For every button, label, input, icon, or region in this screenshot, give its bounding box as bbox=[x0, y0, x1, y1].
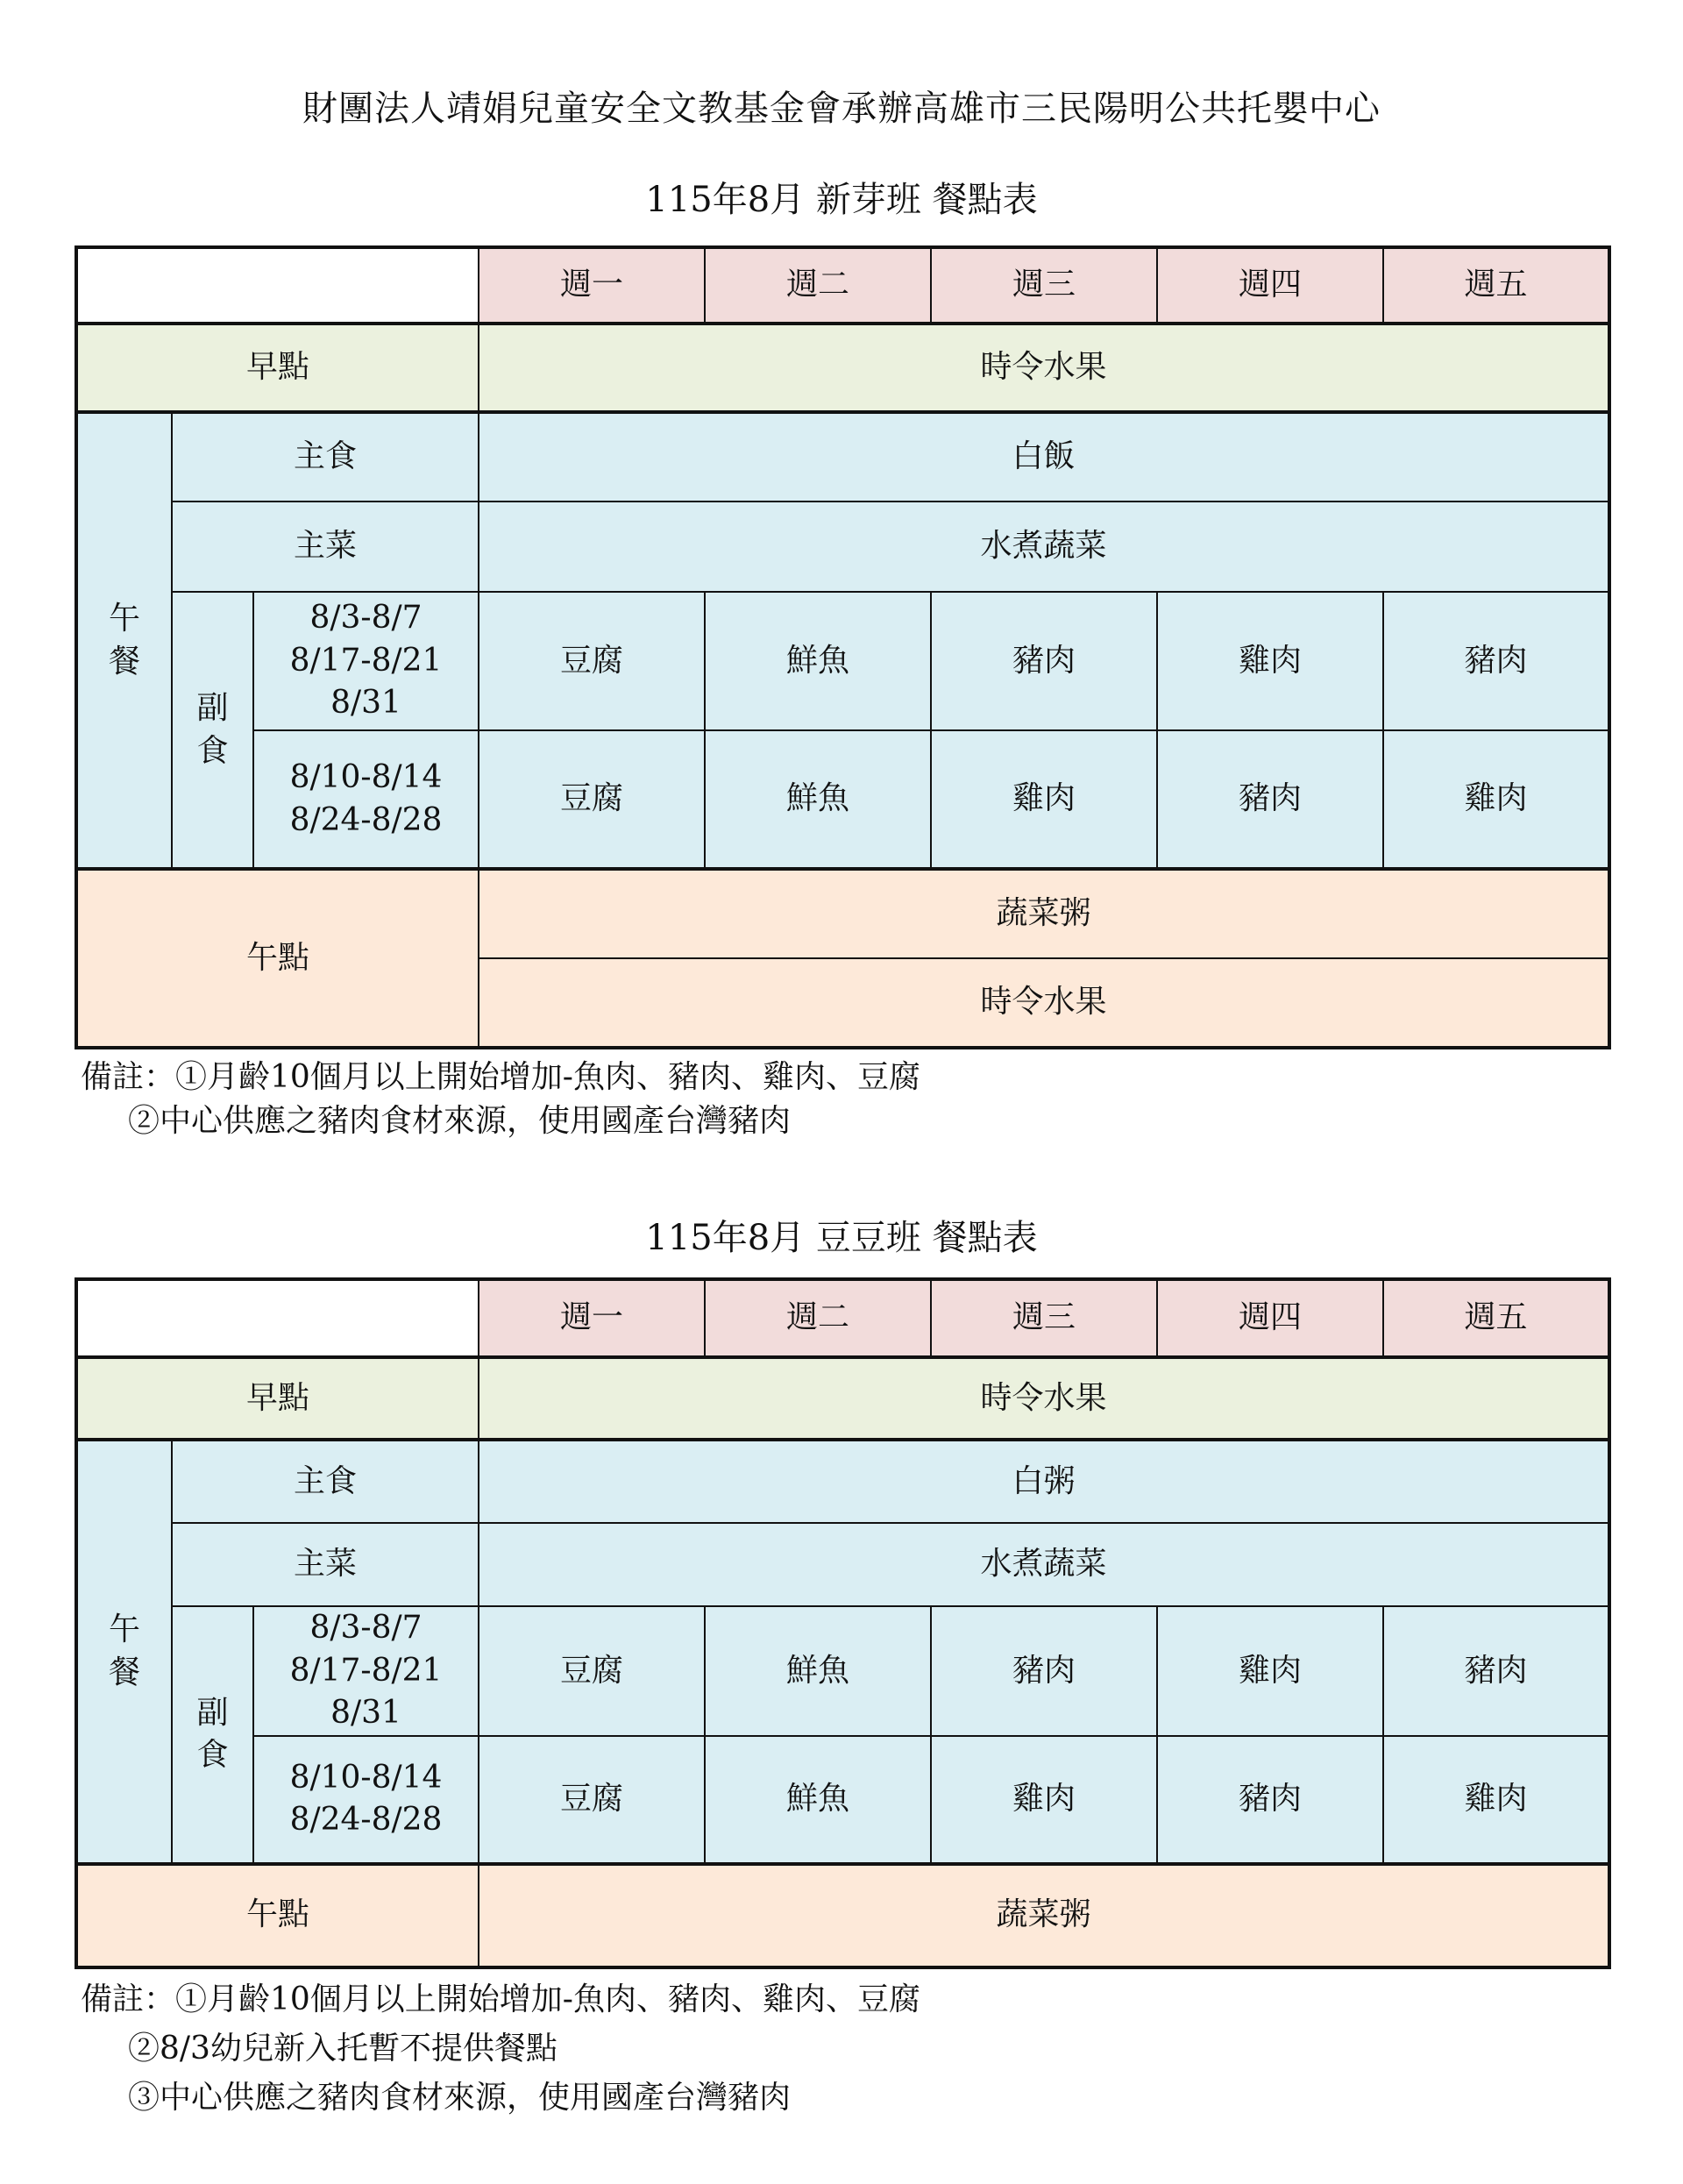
lunch-label bbox=[76, 1440, 172, 1864]
afternoon-snack-label: 午點 bbox=[76, 869, 479, 1048]
side-dates-a bbox=[253, 1606, 479, 1736]
day-header-mon: 週一 bbox=[479, 247, 705, 324]
organization-title: 財團法人靖娟兒童安全文教基金會承辦高雄市三民陽明公共托嬰中心 bbox=[302, 89, 1381, 129]
staple-label: 主食 bbox=[172, 1440, 479, 1523]
notes-1 bbox=[81, 1056, 920, 1143]
table-title-1: 115年8月 新芽班 餐點表 bbox=[645, 180, 1038, 220]
day-header-fri: 週五 bbox=[1383, 247, 1609, 324]
side-item: 豬肉 bbox=[1383, 1606, 1609, 1736]
date-range: 8/24-8/28 bbox=[289, 1802, 443, 1839]
side-item: 雞肉 bbox=[1383, 730, 1609, 869]
date-range: 8/3-8/7 bbox=[309, 1610, 423, 1646]
morning-snack-value: 時令水果 bbox=[479, 324, 1609, 412]
staple-label: 主食 bbox=[172, 412, 479, 502]
side-item: 豬肉 bbox=[1383, 592, 1609, 730]
side-item: 豆腐 bbox=[479, 730, 705, 869]
day-header-mon: 週一 bbox=[479, 1279, 705, 1357]
main-dish-label: 主菜 bbox=[172, 502, 479, 592]
morning-snack-label: 早點 bbox=[76, 1357, 479, 1440]
day-header-tue: 週二 bbox=[705, 1279, 931, 1357]
lunch-label-text: 午餐 bbox=[109, 600, 141, 679]
note-line: ②8/3幼兒新入托暫不提供餐點 bbox=[128, 2031, 557, 2067]
side-item: 豬肉 bbox=[931, 592, 1157, 730]
main-dish-value: 水煮蔬菜 bbox=[479, 502, 1609, 592]
day-header-thu: 週四 bbox=[1157, 1279, 1383, 1357]
main-dish-label: 主菜 bbox=[172, 1523, 479, 1606]
side-item: 雞肉 bbox=[931, 1736, 1157, 1864]
side-dish-label-text: 副食 bbox=[196, 689, 229, 769]
afternoon-snack-value: 蔬菜粥 bbox=[479, 869, 1609, 958]
staple-value: 白粥 bbox=[479, 1440, 1609, 1523]
side-item: 豬肉 bbox=[1157, 1736, 1383, 1864]
side-item: 鮮魚 bbox=[705, 1736, 931, 1864]
date-range: 8/31 bbox=[330, 1695, 401, 1732]
side-item: 雞肉 bbox=[1383, 1736, 1609, 1864]
staple-value: 白飯 bbox=[479, 412, 1609, 502]
side-item: 豬肉 bbox=[1157, 730, 1383, 869]
side-dates-b bbox=[253, 1736, 479, 1864]
note-line: ③中心供應之豬肉食材來源，使用國產台灣豬肉 bbox=[128, 2080, 792, 2116]
side-dish-label-text: 副食 bbox=[196, 1694, 229, 1774]
lunch-label-text: 午餐 bbox=[109, 1611, 141, 1690]
lunch-label bbox=[76, 412, 172, 869]
morning-snack-label: 早點 bbox=[76, 324, 479, 412]
menu-table-1 bbox=[75, 245, 1611, 1049]
side-dates-a bbox=[253, 592, 479, 730]
corner-cell bbox=[76, 1279, 479, 1357]
day-header-wed: 週三 bbox=[931, 247, 1157, 324]
note-line: ②中心供應之豬肉食材來源，使用國產台灣豬肉 bbox=[128, 1103, 792, 1139]
side-item: 豆腐 bbox=[479, 1736, 705, 1864]
date-range: 8/31 bbox=[330, 685, 401, 722]
side-item: 鮮魚 bbox=[705, 1606, 931, 1736]
morning-snack-value: 時令水果 bbox=[479, 1357, 1609, 1440]
date-range: 8/17-8/21 bbox=[289, 642, 443, 679]
day-header-thu: 週四 bbox=[1157, 247, 1383, 324]
day-header-fri: 週五 bbox=[1383, 1279, 1609, 1357]
day-header-wed: 週三 bbox=[931, 1279, 1157, 1357]
afternoon-snack-value: 時令水果 bbox=[479, 958, 1609, 1048]
side-item: 鮮魚 bbox=[705, 730, 931, 869]
side-item: 豆腐 bbox=[479, 1606, 705, 1736]
date-range: 8/24-8/28 bbox=[289, 801, 443, 838]
date-range: 8/10-8/14 bbox=[289, 758, 443, 795]
notes-2 bbox=[81, 1978, 920, 2120]
afternoon-snack-value: 蔬菜粥 bbox=[479, 1864, 1609, 1967]
corner-cell bbox=[76, 247, 479, 324]
side-dish-label bbox=[172, 592, 253, 869]
side-item: 鮮魚 bbox=[705, 592, 931, 730]
side-item: 豆腐 bbox=[479, 592, 705, 730]
main-dish-value: 水煮蔬菜 bbox=[479, 1523, 1609, 1606]
date-range: 8/10-8/14 bbox=[289, 1759, 443, 1796]
side-dates-b bbox=[253, 730, 479, 869]
note-line: 備註：①月齡10個月以上開始增加-魚肉、豬肉、雞肉、豆腐 bbox=[81, 1059, 920, 1095]
side-dish-label bbox=[172, 1606, 253, 1864]
date-range: 8/3-8/7 bbox=[309, 600, 423, 637]
afternoon-snack-label: 午點 bbox=[76, 1864, 479, 1967]
date-range: 8/17-8/21 bbox=[289, 1652, 443, 1689]
menu-table-2 bbox=[75, 1277, 1611, 1969]
table-title-2: 115年8月 豆豆班 餐點表 bbox=[645, 1218, 1038, 1258]
side-item: 雞肉 bbox=[1157, 592, 1383, 730]
note-line: 備註：①月齡10個月以上開始增加-魚肉、豬肉、雞肉、豆腐 bbox=[81, 1981, 920, 2017]
day-header-tue: 週二 bbox=[705, 247, 931, 324]
side-item: 雞肉 bbox=[931, 730, 1157, 869]
side-item: 豬肉 bbox=[931, 1606, 1157, 1736]
side-item: 雞肉 bbox=[1157, 1606, 1383, 1736]
